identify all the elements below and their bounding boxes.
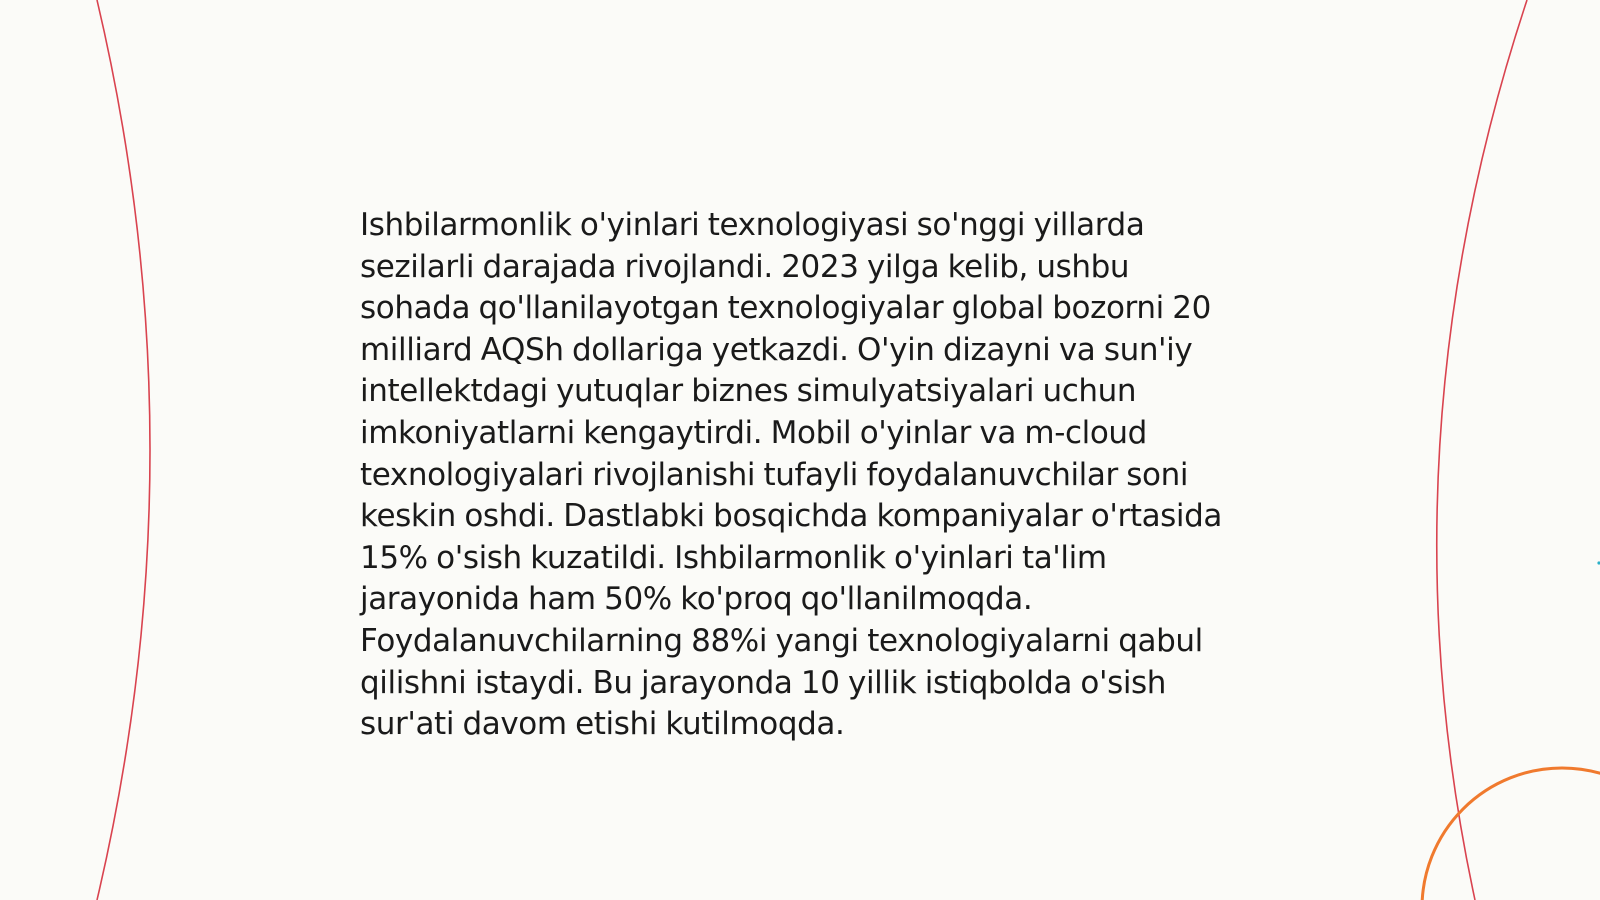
corner-orange-circle bbox=[1422, 768, 1600, 900]
slide-body-text: Ishbilarmonlik o'yinlari texnologiyasi so'nggi yillarda sezilarli darajada rivojlandi. 2023 yilga kelib, ushbu sohada qo'llanilayotgan texnologiyalar global bozorni 20 milliard AQSh dollariga yetkazdi. O'yin dizayni va sun'iy intellektdagi yutuqlar biznes simulyatsiyalari uchun imkoniyatlarni kengaytirdi. Mobil o'yinlar va m-cloud texnologiyalari rivojlanishi tufayli foydalanuvchilar soni keskin oshdi. Dastlabki bosqichda kompaniyalar o'rtasida 15% o'sish kuzatildi. Ishbilarmonlik o'yinlari ta'lim jarayonida ham 50% ko'proq qo'llanilmoqda. Foydalanuvchilarning 88%i yangi texnologiyalarni qabul qilishni istaydi. Bu jarayonda 10 yillik istiqbolda o'sish sur'ati davom etishi kutilmoqda. bbox=[360, 207, 1223, 743]
right-arc-line bbox=[1437, 0, 1527, 900]
left-arc-line bbox=[97, 0, 150, 900]
